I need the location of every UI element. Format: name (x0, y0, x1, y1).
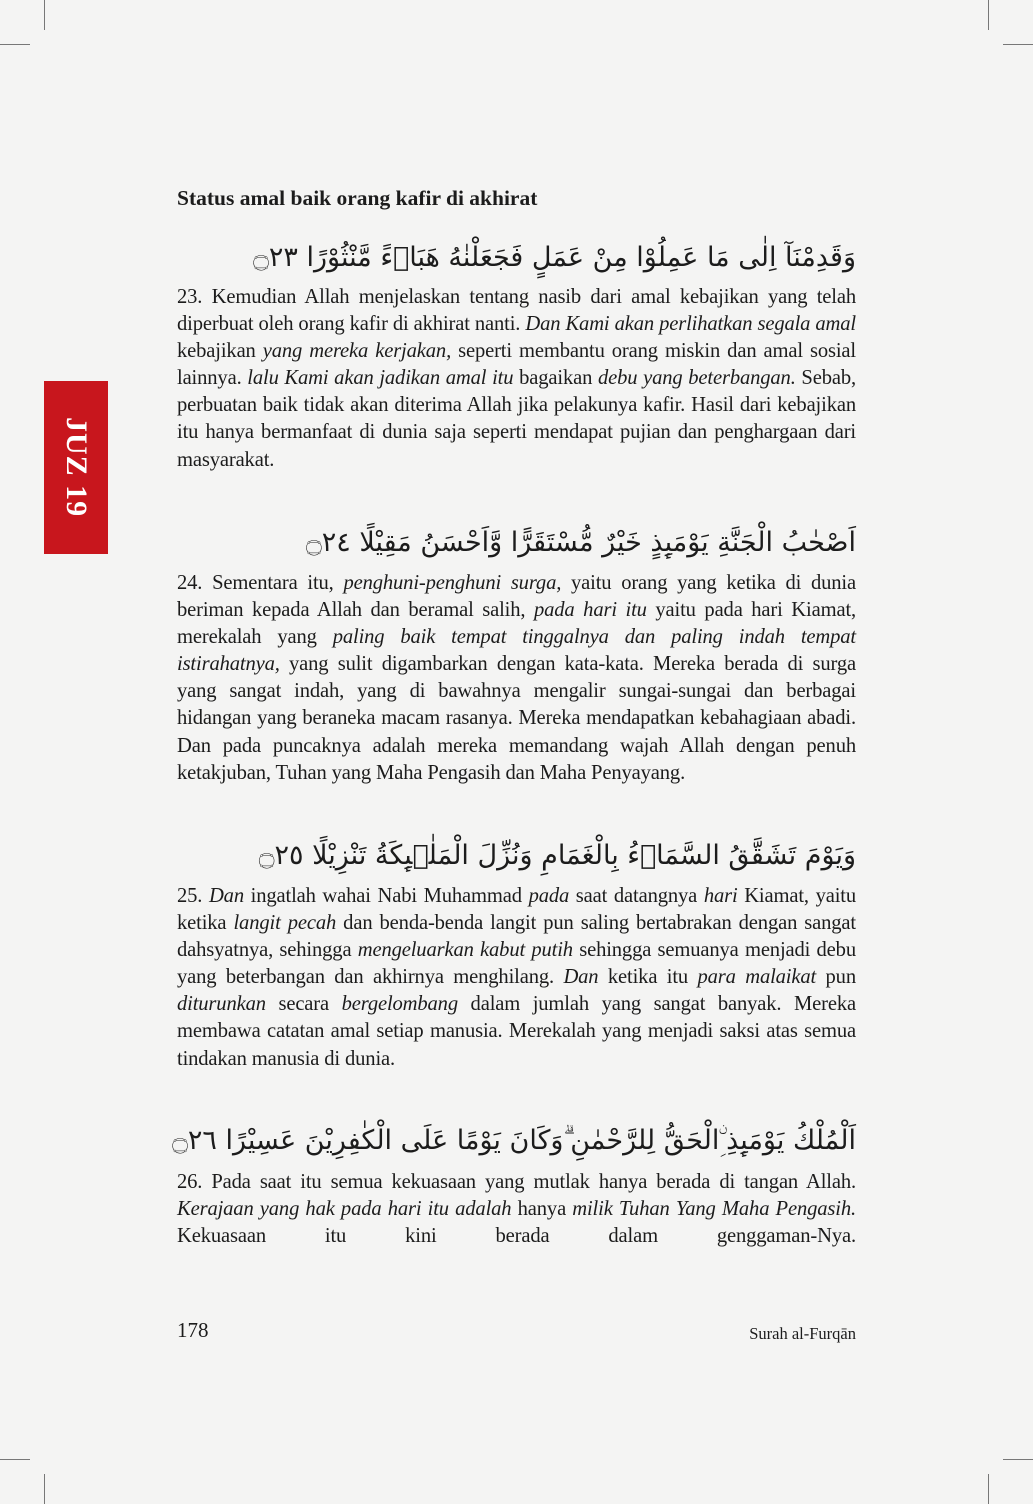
commentary-text: yang sulit digambarkan dengan kata-kata. Mereka berada di surga yang sangat indah, yang di bawahnya mengalir sungai-sungai dan berbagai hidangan yang beraneka macam rasanya. Mereka mendapatkan kebahagiaan abadi. Dan pada puncaknya adalah mereka memandang wajah Allah dengan penuh ketakjuban, Tuhan yang Maha Pengasih dan Maha Penyayang. (177, 653, 856, 784)
crop-mark (988, 0, 989, 30)
crop-mark (988, 1474, 989, 1504)
juz-label: JUZ 19 (60, 417, 93, 518)
italic-translation-text: diturunkan (177, 993, 266, 1016)
crop-mark (1003, 44, 1033, 45)
commentary-text: bagaikan (513, 367, 598, 390)
commentary-text: secara (265, 993, 342, 1016)
commentary-text: ingatlah wahai Nabi Muhammad (243, 885, 529, 907)
commentary-text: ketika itu (598, 966, 698, 989)
arabic-verse-24: اَصْحٰبُ الْجَنَّةِ يَوْمَىِٕذٍ خَيْرٌ مُّسْتَقَرًّا وَّاَحْسَنُ مَقِيْلًا ۝٢٤ (305, 527, 856, 558)
commentary-text: kebajikan (177, 340, 263, 363)
commentary-text: Kiamat, yaitu ketika (177, 885, 856, 935)
italic-translation-text: para malaikat (697, 966, 817, 989)
tafsir-paragraph-25 (177, 883, 856, 1073)
crop-mark (0, 44, 30, 45)
commentary-text: dalam jumlah yang sangat banyak. Mereka membawa catatan amal setiap manusia. Merekalah yang menjadi saksi atas semua tindakan manusia di dunia. (177, 993, 856, 1070)
commentary-text: saat datangnya (569, 885, 704, 907)
italic-translation-text: lalu Kami akan jadikan amal itu (247, 367, 514, 390)
italic-translation-text: Kerajaan yang hak pada hari itu adalah (177, 1198, 512, 1221)
italic-translation-text: Dan Kami akan perlihatkan segala amal (525, 313, 856, 336)
italic-translation-text: hari (703, 885, 738, 907)
commentary-text: hanya (511, 1198, 573, 1221)
italic-translation-text: paling baik tempat tinggalnya dan paling indah tempat istirahatnya, (177, 626, 856, 676)
italic-translation-text: Dan (208, 885, 244, 907)
commentary-text: 23. Kemudian Allah menjelaskan tentang nasib dari amal kebajikan yang telah diperbuat oleh orang kafir di akhirat nanti. (177, 286, 856, 336)
arabic-verse-25: وَيَوْمَ تَشَقَّقُ السَّمَاۤءُ بِالْغَمَامِ وَنُزِّلَ الْمَلٰۤىِٕكَةُ تَنْزِيْلًا ۝٢٥ (258, 840, 856, 871)
commentary-text: 26. Pada saat itu semua kekuasaan yang mutlak hanya berada di tangan Allah. (177, 1171, 856, 1193)
commentary-text: Kekuasaan itu kini berada dalam genggaman-Nya. (177, 1225, 856, 1248)
commentary-text: yaitu orang yang ketika di dunia beriman kepada Allah dan beramal salih, (177, 572, 856, 622)
italic-translation-text: bergelombang (341, 993, 458, 1016)
section-heading: Status amal baik orang kafir di akhirat (177, 186, 538, 210)
section-heading-block (177, 186, 856, 211)
italic-translation-text: debu yang beterbangan. (597, 367, 796, 390)
commentary-text: 24. Sementara itu, (177, 572, 344, 594)
arabic-verse-26: اَلْمُلْكُ يَوْمَىِٕذِ ِۨالْحَقُّ لِلرَّحْمٰنِ ۗوَكَانَ يَوْمًا عَلَى الْكٰفِرِيْنَ عَسِيْرًا ۝٢٦ (172, 1125, 856, 1156)
italic-translation-text: langit pecah (233, 912, 337, 935)
crop-mark (1003, 1459, 1033, 1460)
tafsir-paragraph-23 (177, 284, 856, 474)
commentary-text: pun (816, 966, 856, 989)
italic-translation-text: pada hari itu (533, 599, 647, 622)
commentary-text: dan benda-benda langit pun saling bertabrakan dengan sangat dahsyatnya, sehingga (177, 912, 856, 962)
commentary-text: yaitu pada hari Kiamat, merekalah yang (177, 599, 857, 649)
tafsir-paragraph-24 (177, 570, 856, 787)
italic-translation-text: Dan (563, 966, 599, 989)
crop-mark (44, 1474, 45, 1504)
juz-tab (44, 381, 108, 554)
commentary-text: sehingga semuanya menjadi debu yang beterbangan dan akhirnya menghilang. (177, 939, 856, 989)
crop-mark (0, 1459, 30, 1460)
commentary-text: Sebab, perbuatan baik tidak akan diterima Allah jika pelakunya kafir. Hasil dari kebajikan itu hanya bermanfaat di dunia saja seperti mendapat pujian dan penghargaan dari masyarakat. (177, 367, 856, 471)
italic-translation-text: yang mereka kerjakan, (262, 340, 452, 363)
italic-translation-text: mengeluarkan kabut putih (357, 939, 573, 962)
crop-mark (44, 0, 45, 30)
arabic-verse-23: وَقَدِمْنَآ اِلٰى مَا عَمِلُوْا مِنْ عَمَلٍ فَجَعَلْنٰهُ هَبَاۤءً مَّنْثُوْرًا ۝٢٣ (253, 242, 856, 273)
running-footer-surah: Surah al-Furqān (749, 1324, 856, 1343)
italic-translation-text: milik Tuhan Yang Maha Pengasih. (572, 1198, 856, 1221)
commentary-text: seperti membantu orang miskin dan amal sosial lainnya. (177, 340, 856, 390)
italic-translation-text: penghuni-penghuni surga, (343, 572, 562, 594)
tafsir-paragraph-26 (177, 1169, 856, 1250)
page-number: 178 (177, 1318, 209, 1342)
commentary-text: 25. (177, 885, 209, 907)
italic-translation-text: pada (528, 885, 570, 907)
